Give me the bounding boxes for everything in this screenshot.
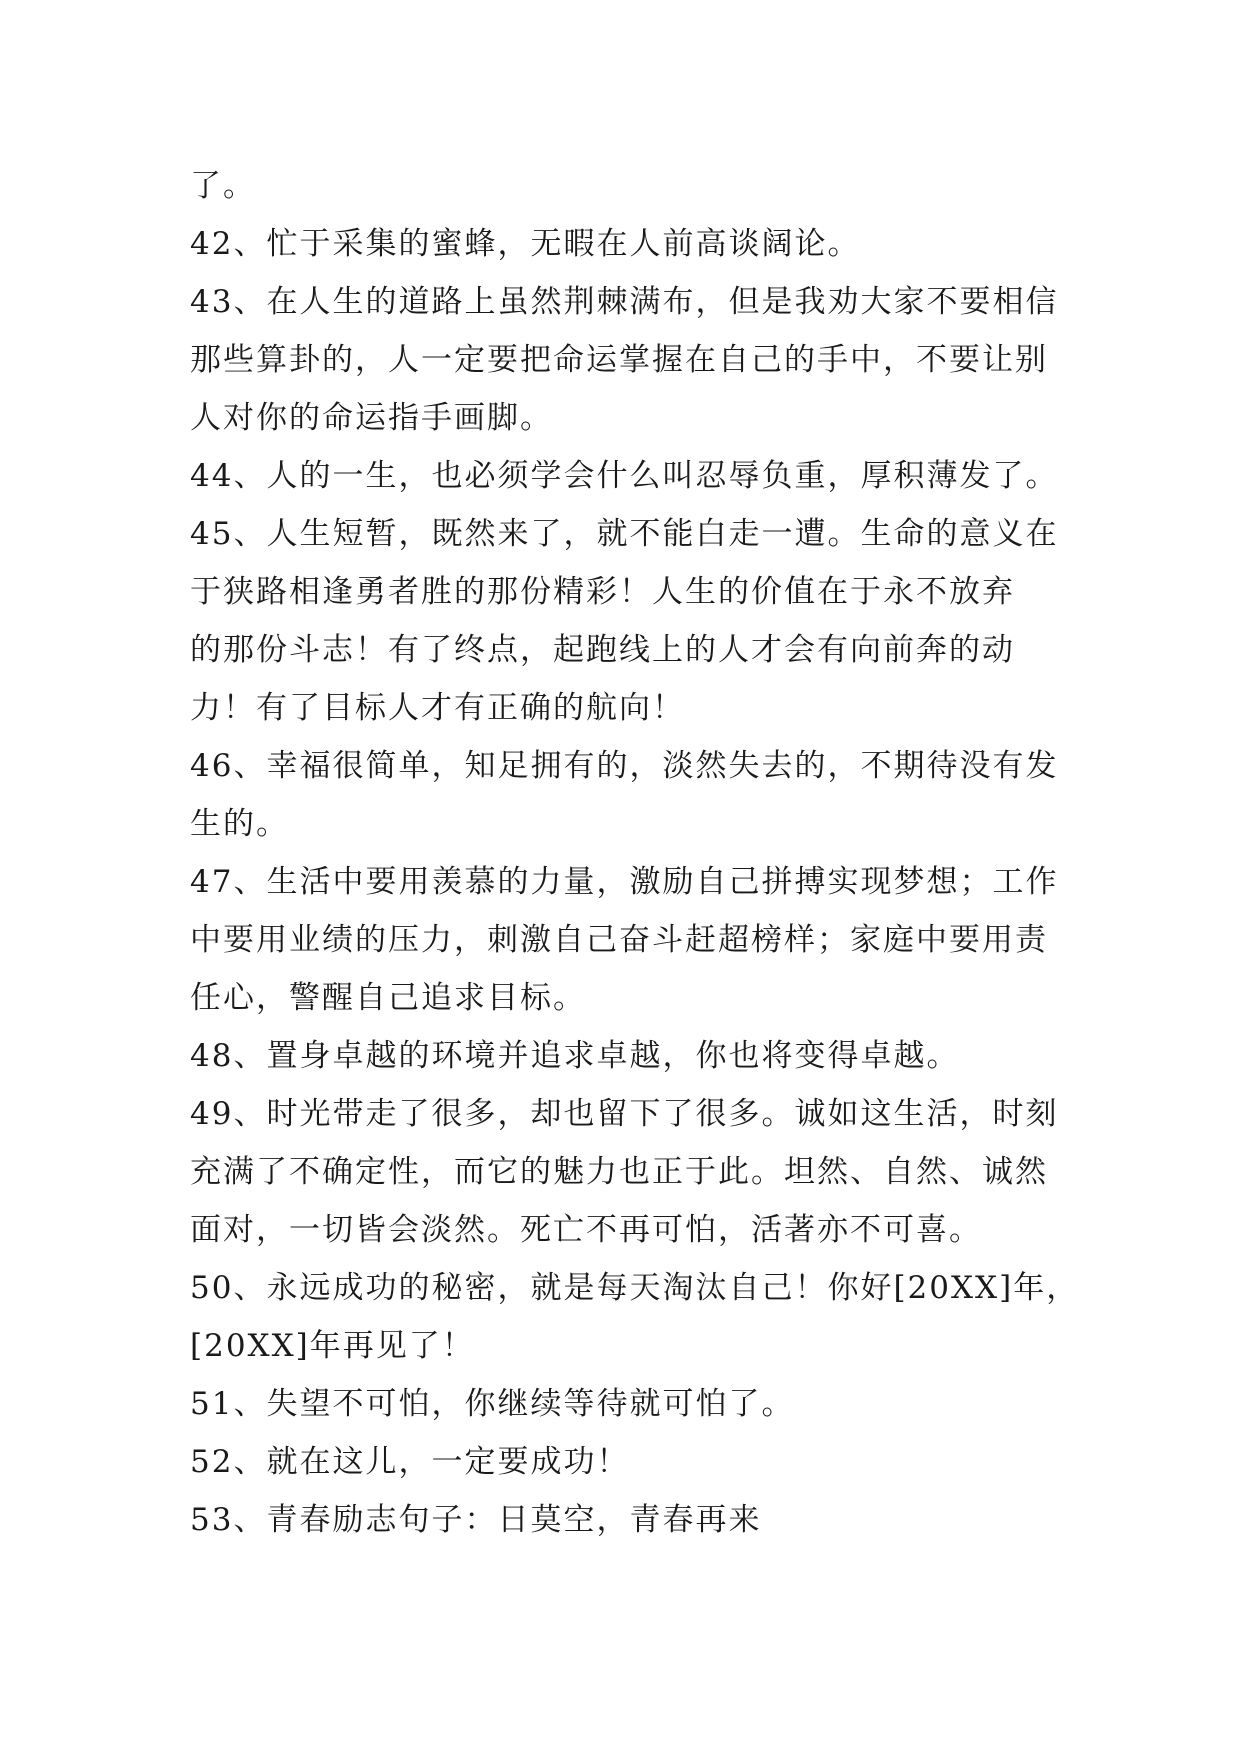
paragraph-46 — [190, 737, 1070, 853]
paragraph-47 — [190, 853, 1070, 1027]
paragraph-50 — [190, 1259, 1080, 1375]
text-line: 了。 — [190, 168, 256, 204]
text-line: 49、时光带走了很多，却也留下了很多。诚如这生活，时刻 — [190, 1096, 1059, 1132]
paragraph-49 — [190, 1085, 1070, 1259]
text-line: 充满了不确定性，而它的魅力也正于此。坦然、自然、诚然 — [190, 1154, 1048, 1190]
paragraph-53 — [190, 1491, 1070, 1549]
text-line: 48、置身卓越的环境并追求卓越，你也将变得卓越。 — [190, 1038, 960, 1074]
text-line: 52、就在这儿，一定要成功！ — [190, 1444, 630, 1480]
paragraph-51 — [190, 1375, 1070, 1433]
text-line: 生的。 — [190, 806, 289, 842]
paragraph-43 — [190, 273, 1070, 447]
text-line: 那些算卦的，人一定要把命运掌握在自己的手中，不要让别 — [190, 342, 1048, 378]
text-line: 51、失望不可怕，你继续等待就可怕了。 — [190, 1386, 795, 1422]
paragraph-48 — [190, 1027, 1070, 1085]
text-line: 43、在人生的道路上虽然荆棘满布，但是我劝大家不要相信 — [190, 284, 1059, 320]
paragraph-52 — [190, 1433, 1070, 1491]
text-line: 任心，警醒自己追求目标。 — [190, 980, 586, 1016]
paragraph-42 — [190, 215, 1070, 273]
text-line: 中要用业绩的压力，刺激自己奋斗赶超榜样；家庭中要用责 — [190, 922, 1048, 958]
text-line: 50、永远成功的秘密，就是每天淘汰自己！你好[20XX]年， — [190, 1270, 1080, 1306]
document-body — [190, 157, 1080, 1549]
paragraph-continuation — [190, 157, 1070, 215]
text-line: [20XX]年再见了！ — [190, 1328, 475, 1364]
text-line: 47、生活中要用羡慕的力量，激励自己拼搏实现梦想；工作 — [190, 864, 1059, 900]
text-line: 于狭路相逢勇者胜的那份精彩！人生的价值在于永不放弃 — [190, 574, 1015, 610]
text-line: 53、青春励志句子：日莫空，青春再来 — [190, 1502, 762, 1538]
paragraph-45 — [190, 505, 1070, 737]
text-line: 42、忙于采集的蜜蜂，无暇在人前高谈阔论。 — [190, 226, 861, 262]
text-line: 的那份斗志！有了终点，起跑线上的人才会有向前奔的动 — [190, 632, 1015, 668]
text-line: 44、人的一生，也必须学会什么叫忍辱负重，厚积薄发了。 — [190, 458, 1059, 494]
text-line: 人对你的命运指手画脚。 — [190, 400, 553, 436]
text-line: 46、幸福很简单，知足拥有的，淡然失去的，不期待没有发 — [190, 748, 1059, 784]
text-line: 45、人生短暂，既然来了，就不能白走一遭。生命的意义在 — [190, 516, 1059, 552]
paragraph-44 — [190, 447, 1070, 505]
text-line: 面对，一切皆会淡然。死亡不再可怕，活著亦不可喜。 — [190, 1212, 982, 1248]
text-line: 力！有了目标人才有正确的航向！ — [190, 690, 685, 726]
